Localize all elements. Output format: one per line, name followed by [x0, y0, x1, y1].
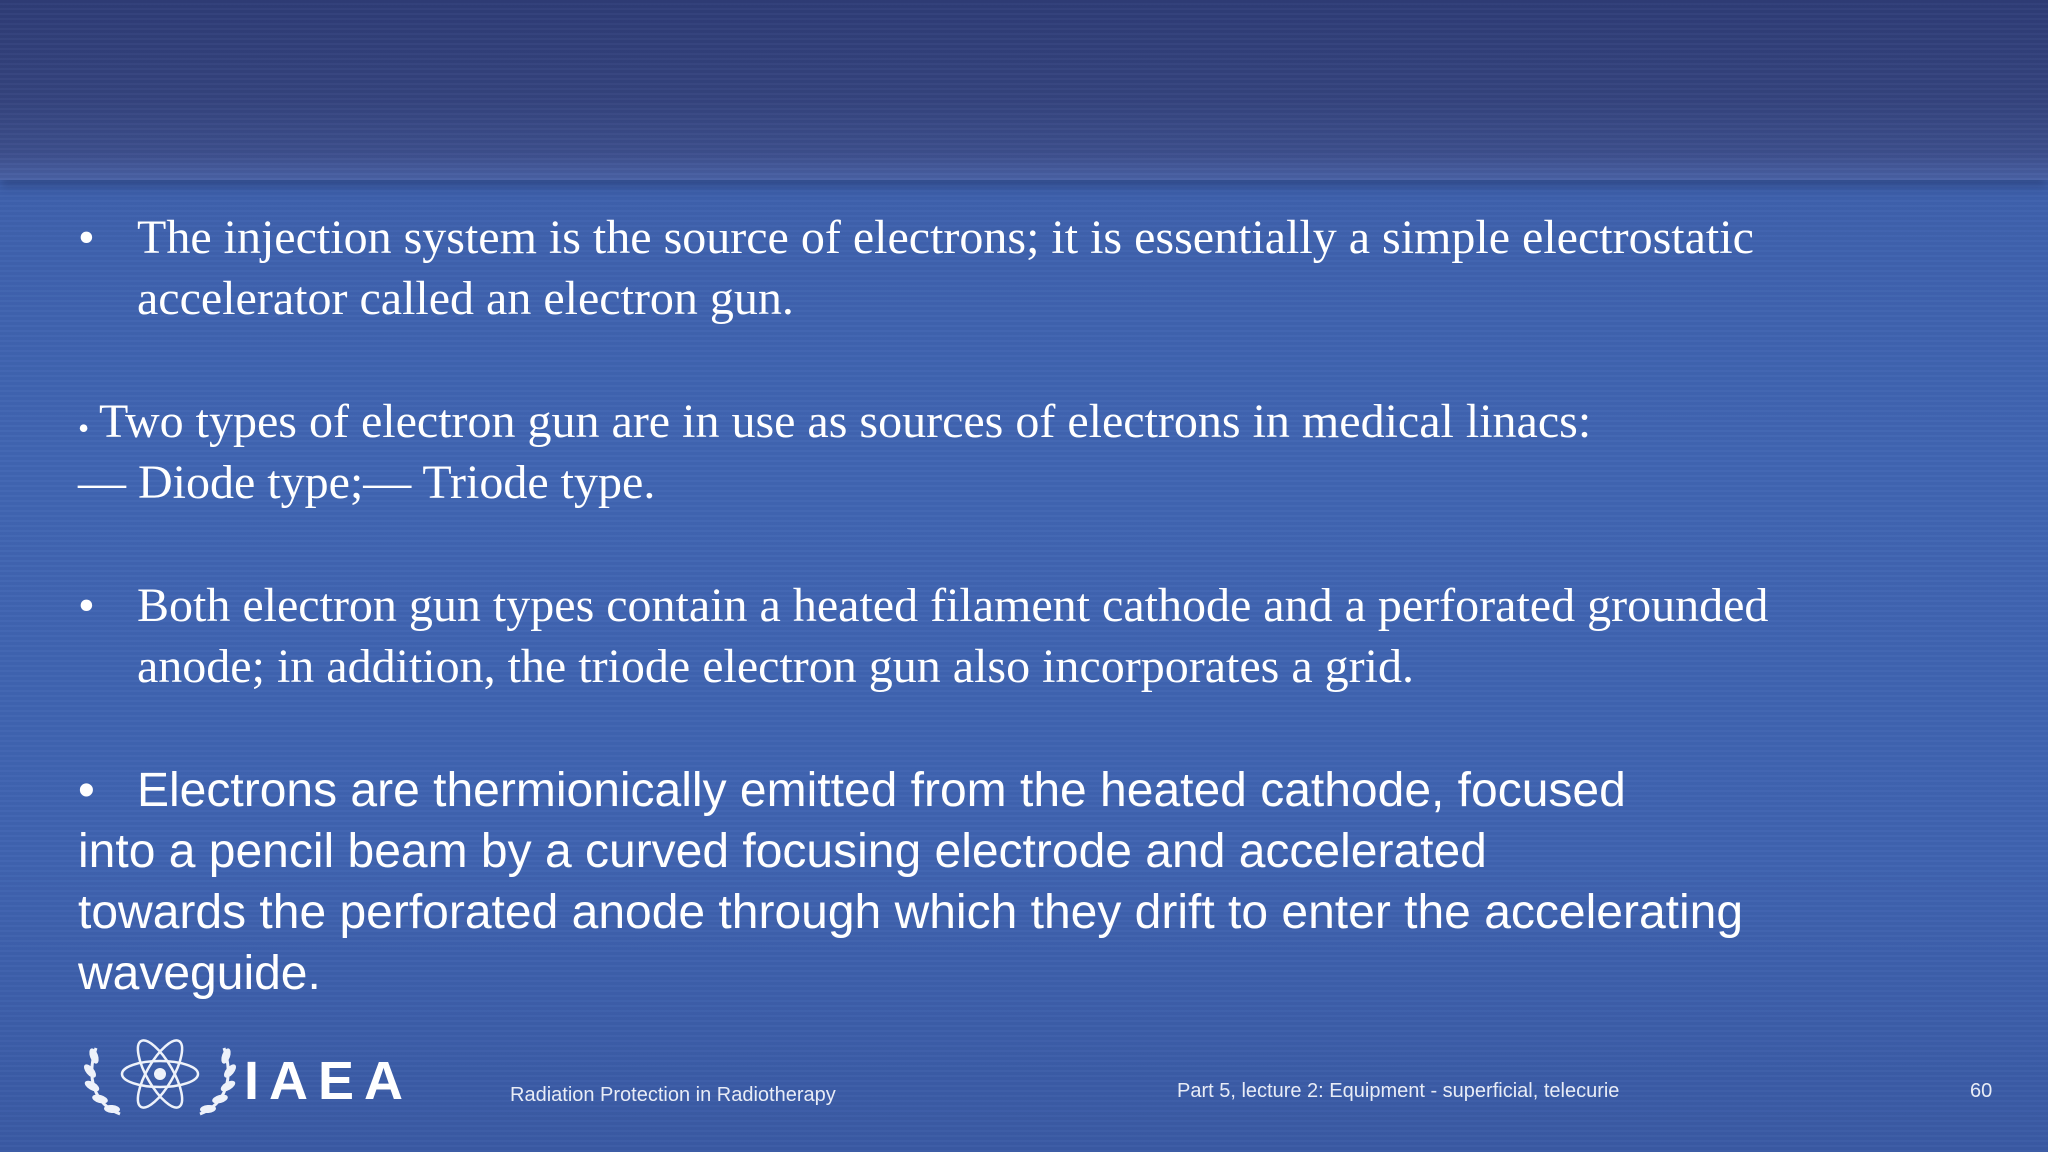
bullet-4-line-4: waveguide. — [78, 947, 321, 1000]
footer-course-title: Radiation Protection in Radiotherapy — [510, 1084, 836, 1106]
bullet-marker: • — [78, 764, 95, 817]
bullet-marker: • — [78, 211, 95, 264]
bullet-2-line-2: — Diode type;— Triode type. — [78, 456, 656, 509]
bullet-4-line-1: Electrons are thermionically emitted from the heated cathode, focused — [137, 764, 1626, 817]
bullet-marker: • — [78, 579, 95, 632]
bullet-1-line-2: accelerator called an electron gun. — [137, 272, 794, 325]
bullet-3-line-1: Both electron gun types contain a heated filament cathode and a perforated grounded — [137, 579, 1769, 632]
iaea-atom-olive-wreath-icon — [80, 1026, 240, 1126]
bullet-2-line-1: Two types of electron gun are in use as sources of electrons in medical linacs: — [99, 395, 1592, 448]
bullet-marker: • — [78, 410, 90, 446]
footer-part-title: Part 5, lecture 2: Equipment - superficial, telecurie — [1177, 1080, 1620, 1102]
logo-text: IAEA — [244, 1051, 414, 1111]
page-number: 60 — [1970, 1080, 1993, 1102]
bullet-1-line-1: The injection system is the source of electrons; it is essentially a simple electrostatic — [137, 211, 1754, 264]
bullet-4-line-3: towards the perforated anode through which they drift to enter the accelerating — [78, 886, 1744, 939]
bullet-3-line-2: anode; in addition, the triode electron gun also incorporates a grid. — [137, 640, 1414, 693]
bullet-4-line-2: into a pencil beam by a curved focusing electrode and accelerated — [78, 825, 1487, 878]
